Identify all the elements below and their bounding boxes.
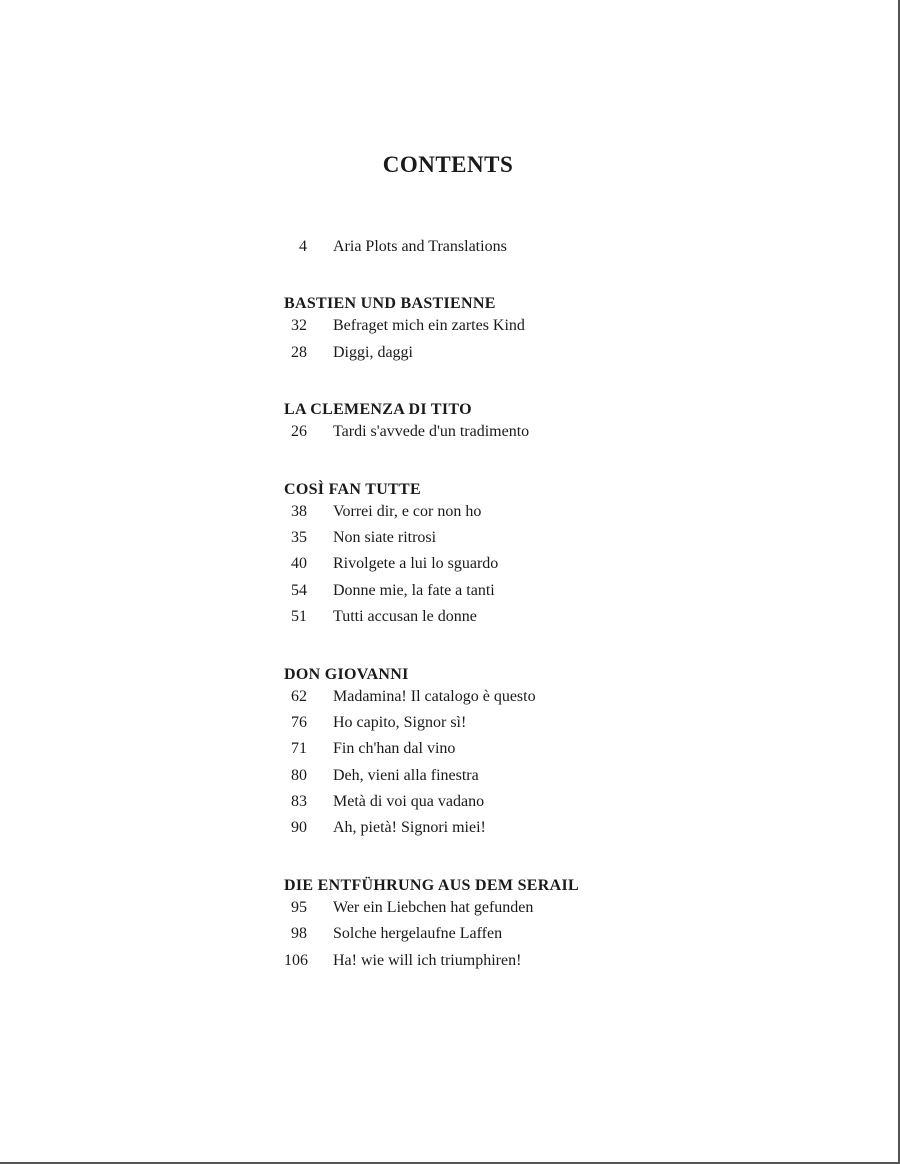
toc-entry — [284, 819, 704, 845]
page-number: 28 — [291, 343, 307, 361]
page-number: 80 — [291, 766, 307, 784]
entry-label: Ah, pietà! Signori miei! — [333, 819, 486, 837]
toc-entry — [284, 714, 704, 740]
page-number: 71 — [291, 740, 307, 758]
page-title: CONTENTS — [382, 152, 514, 177]
page-number: 40 — [291, 555, 307, 573]
toc-entry — [284, 899, 704, 925]
toc-entry — [284, 423, 704, 449]
entry-label: Tutti accusan le donne — [333, 608, 477, 626]
section-title-entfuhrung: DIE ENTFÜHRUNG AUS DEM SERAIL — [284, 876, 579, 894]
page-number: 38 — [291, 502, 307, 520]
entry-label: Metà di voi qua vadano — [333, 793, 485, 811]
page-number: 76 — [291, 713, 307, 731]
toc-entry — [284, 608, 704, 634]
entry-label: Tardi s'avvede d'un tradimento — [333, 423, 530, 441]
toc-entry — [284, 793, 704, 819]
section-title-clemenza: LA CLEMENZA DI TITO — [284, 401, 472, 419]
page-number: 35 — [291, 528, 307, 546]
toc-entry — [284, 952, 704, 978]
page-number: 106 — [284, 951, 308, 969]
entry-label: Rivolgete a lui lo sguardo — [333, 555, 499, 573]
entry-label: Aria Plots and Translations — [333, 238, 507, 255]
entry-label: Ha! wie will ich triumphiren! — [333, 951, 522, 969]
page-number: 32 — [291, 317, 307, 335]
toc-entry — [284, 555, 704, 581]
page-number: 26 — [291, 423, 307, 441]
toc-entry — [284, 344, 704, 370]
toc-entry — [284, 767, 704, 793]
section-title-cosi: COSÌ FAN TUTTE — [284, 480, 421, 498]
toc-entry — [284, 503, 704, 529]
page-number: 62 — [291, 687, 307, 705]
table-of-contents — [284, 238, 704, 978]
toc-entry — [284, 582, 704, 608]
entry-label: Fin ch'han dal vino — [333, 740, 456, 758]
entry-label: Solche hergelaufne Laffen — [333, 925, 503, 943]
section-title-bastien: BASTIEN UND BASTIENNE — [284, 295, 496, 313]
page-number: 95 — [291, 898, 307, 916]
entry-label: Befraget mich ein zartes Kind — [333, 317, 525, 335]
page-number: 4 — [299, 238, 307, 255]
entry-label: Madamina! Il catalogo è questo — [333, 687, 536, 705]
page-number: 51 — [291, 608, 307, 626]
entry-label: Wer ein Liebchen hat gefunden — [333, 898, 534, 916]
toc-entry-intro — [284, 238, 704, 264]
entry-label: Deh, vieni alla finestra — [333, 766, 479, 784]
page-number: 90 — [291, 819, 307, 837]
toc-entry — [284, 740, 704, 766]
entry-label: Non siate ritrosi — [333, 528, 437, 546]
toc-entry — [284, 925, 704, 951]
entry-label: Ho capito, Signor sì! — [333, 713, 467, 731]
entry-label: Donne mie, la fate a tanti — [333, 581, 495, 599]
entry-label: Diggi, daggi — [333, 343, 413, 361]
page-number: 54 — [291, 581, 307, 599]
entry-label: Vorrei dir, e cor non ho — [333, 502, 482, 520]
toc-entry — [284, 317, 704, 343]
section-title-don-giovanni: DON GIOVANNI — [284, 665, 409, 683]
toc-entry — [284, 688, 704, 714]
page-number: 83 — [291, 793, 307, 811]
toc-entry — [284, 529, 704, 555]
page-number: 98 — [291, 925, 307, 943]
